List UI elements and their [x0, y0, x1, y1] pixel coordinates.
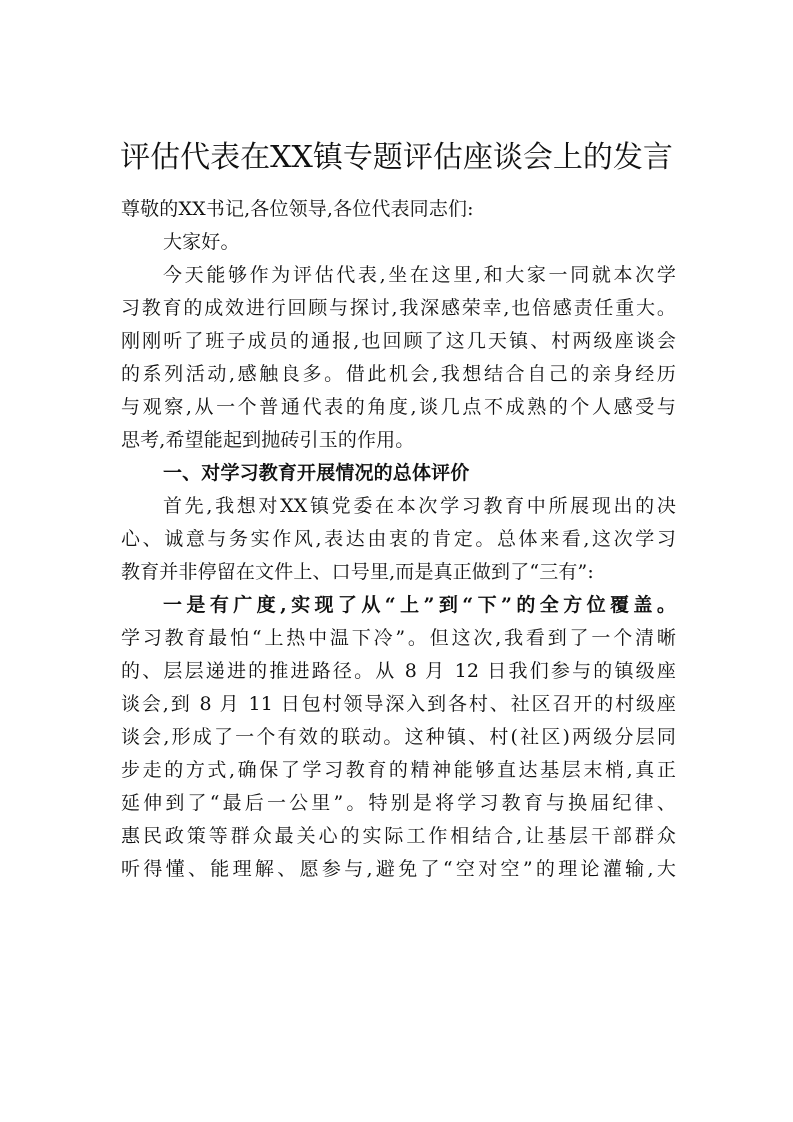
greeting-line: 大家好。 — [163, 231, 240, 253]
section-heading: 一、对学习教育开展情况的总体评价 — [163, 462, 470, 484]
paragraph-line: 与观察,从一个普通代表的角度,谈几点不成熟的个人感受与 — [121, 396, 676, 418]
paragraph-line: 的、层层递进的推进路径。从 8 月 12 日我们参与的镇级座 — [121, 660, 676, 682]
document-body — [121, 193, 676, 886]
paragraph-line: 习教育的成效进行回顾与探讨,我深感荣幸,也倍感责任重大。 — [121, 297, 676, 319]
document-title: 评估代表在XX镇专题评估座谈会上的发言 — [120, 140, 673, 175]
paragraph-line: 听得懂、能理解、愿参与,避免了“空对空”的理论灌输,大 — [121, 858, 676, 880]
paragraph-line: 今天能够作为评估代表,坐在这里,和大家一同就本次学 — [163, 264, 676, 286]
paragraph-line: 步走的方式,确保了学习教育的精神能够直达基层末梢,真正 — [121, 759, 676, 781]
paragraph-line: 学习教育最怕“上热中温下冷”。但这次,我看到了一个清晰 — [121, 627, 676, 649]
paragraph-line: 思考,希望能起到抛砖引玉的作用。 — [121, 429, 415, 451]
paragraph-line: 刚刚听了班子成员的通报,也回顾了这几天镇、村两级座谈会 — [121, 330, 676, 352]
bold-point-line: 一是有广度,实现了从“上”到“下”的全方位覆盖。 — [163, 594, 676, 616]
paragraph-line: 惠民政策等群众最关心的实际工作相结合,让基层干部群众 — [121, 825, 676, 847]
paragraph-line: 教育并非停留在文件上、口号里,而是真正做到了“三有”: — [121, 561, 594, 583]
paragraph-line: 心、诚意与务实作风,表达由衷的肯定。总体来看,这次学习 — [121, 528, 676, 550]
paragraph-line: 首先,我想对XX镇党委在本次学习教育中所展现出的决 — [163, 495, 676, 517]
paragraph-line: 延伸到了“最后一公里”。特别是将学习教育与换届纪律、 — [121, 792, 676, 814]
salutation-line: 尊敬的XX书记,各位领导,各位代表同志们: — [121, 198, 474, 220]
paragraph-line: 谈会,到 8 月 11 日包村领导深入到各村、社区召开的村级座 — [121, 693, 676, 715]
paragraph-line: 的系列活动,感触良多。借此机会,我想结合自己的亲身经历 — [121, 363, 676, 385]
paragraph-line: 谈会,形成了一个有效的联动。这种镇、村(社区)两级分层同 — [121, 726, 676, 748]
